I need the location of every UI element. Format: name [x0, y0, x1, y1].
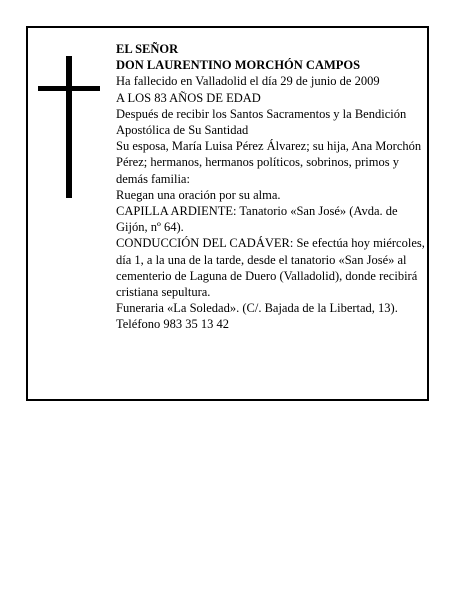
deceased-name: DON LAURENTINO MORCHÓN CAMPOS: [116, 58, 361, 73]
death-date-line: Ha fallecido en Valladolid el día 29 de junio de 2009: [116, 74, 380, 89]
procession-line: CONDUCCIÓN DEL CADÁVER: Se efectúa hoy miércoles, día 1, a la una de la tarde, desde el tanatorio «San José» al cementerio de Laguna de Duero (Valladolid), donde recibirá cristiana sepultura.: [116, 236, 425, 300]
phone-line: Teléfono 983 35 13 42: [116, 317, 229, 332]
funeral-home-line: Funeraria «La Soledad». (C/. Bajada de la Libertad, 13).: [116, 301, 398, 316]
obituary-notice: [26, 26, 429, 401]
notice-text: [116, 41, 430, 333]
chapel-line: CAPILLA ARDIENTE: Tanatorio «San José» (Avda. de Gijón, nº 64).: [116, 204, 398, 235]
cross-vertical-bar: [66, 56, 72, 198]
age-line: A LOS 83 AÑOS DE EDAD: [116, 90, 261, 105]
family-line: Su esposa, María Luisa Pérez Álvarez; su hija, Ana Morchón Pérez; hermanos, hermanos políticos, sobrinos, primos y demás familia:: [116, 139, 422, 186]
sacraments-line: Después de recibir los Santos Sacramentos y la Bendición Apostólica de Su Santidad: [116, 106, 407, 138]
prayer-line: Ruegan una oración por su alma.: [116, 187, 281, 202]
heading-title: EL SEÑOR: [116, 42, 179, 56]
cross-horizontal-bar: [38, 86, 100, 91]
